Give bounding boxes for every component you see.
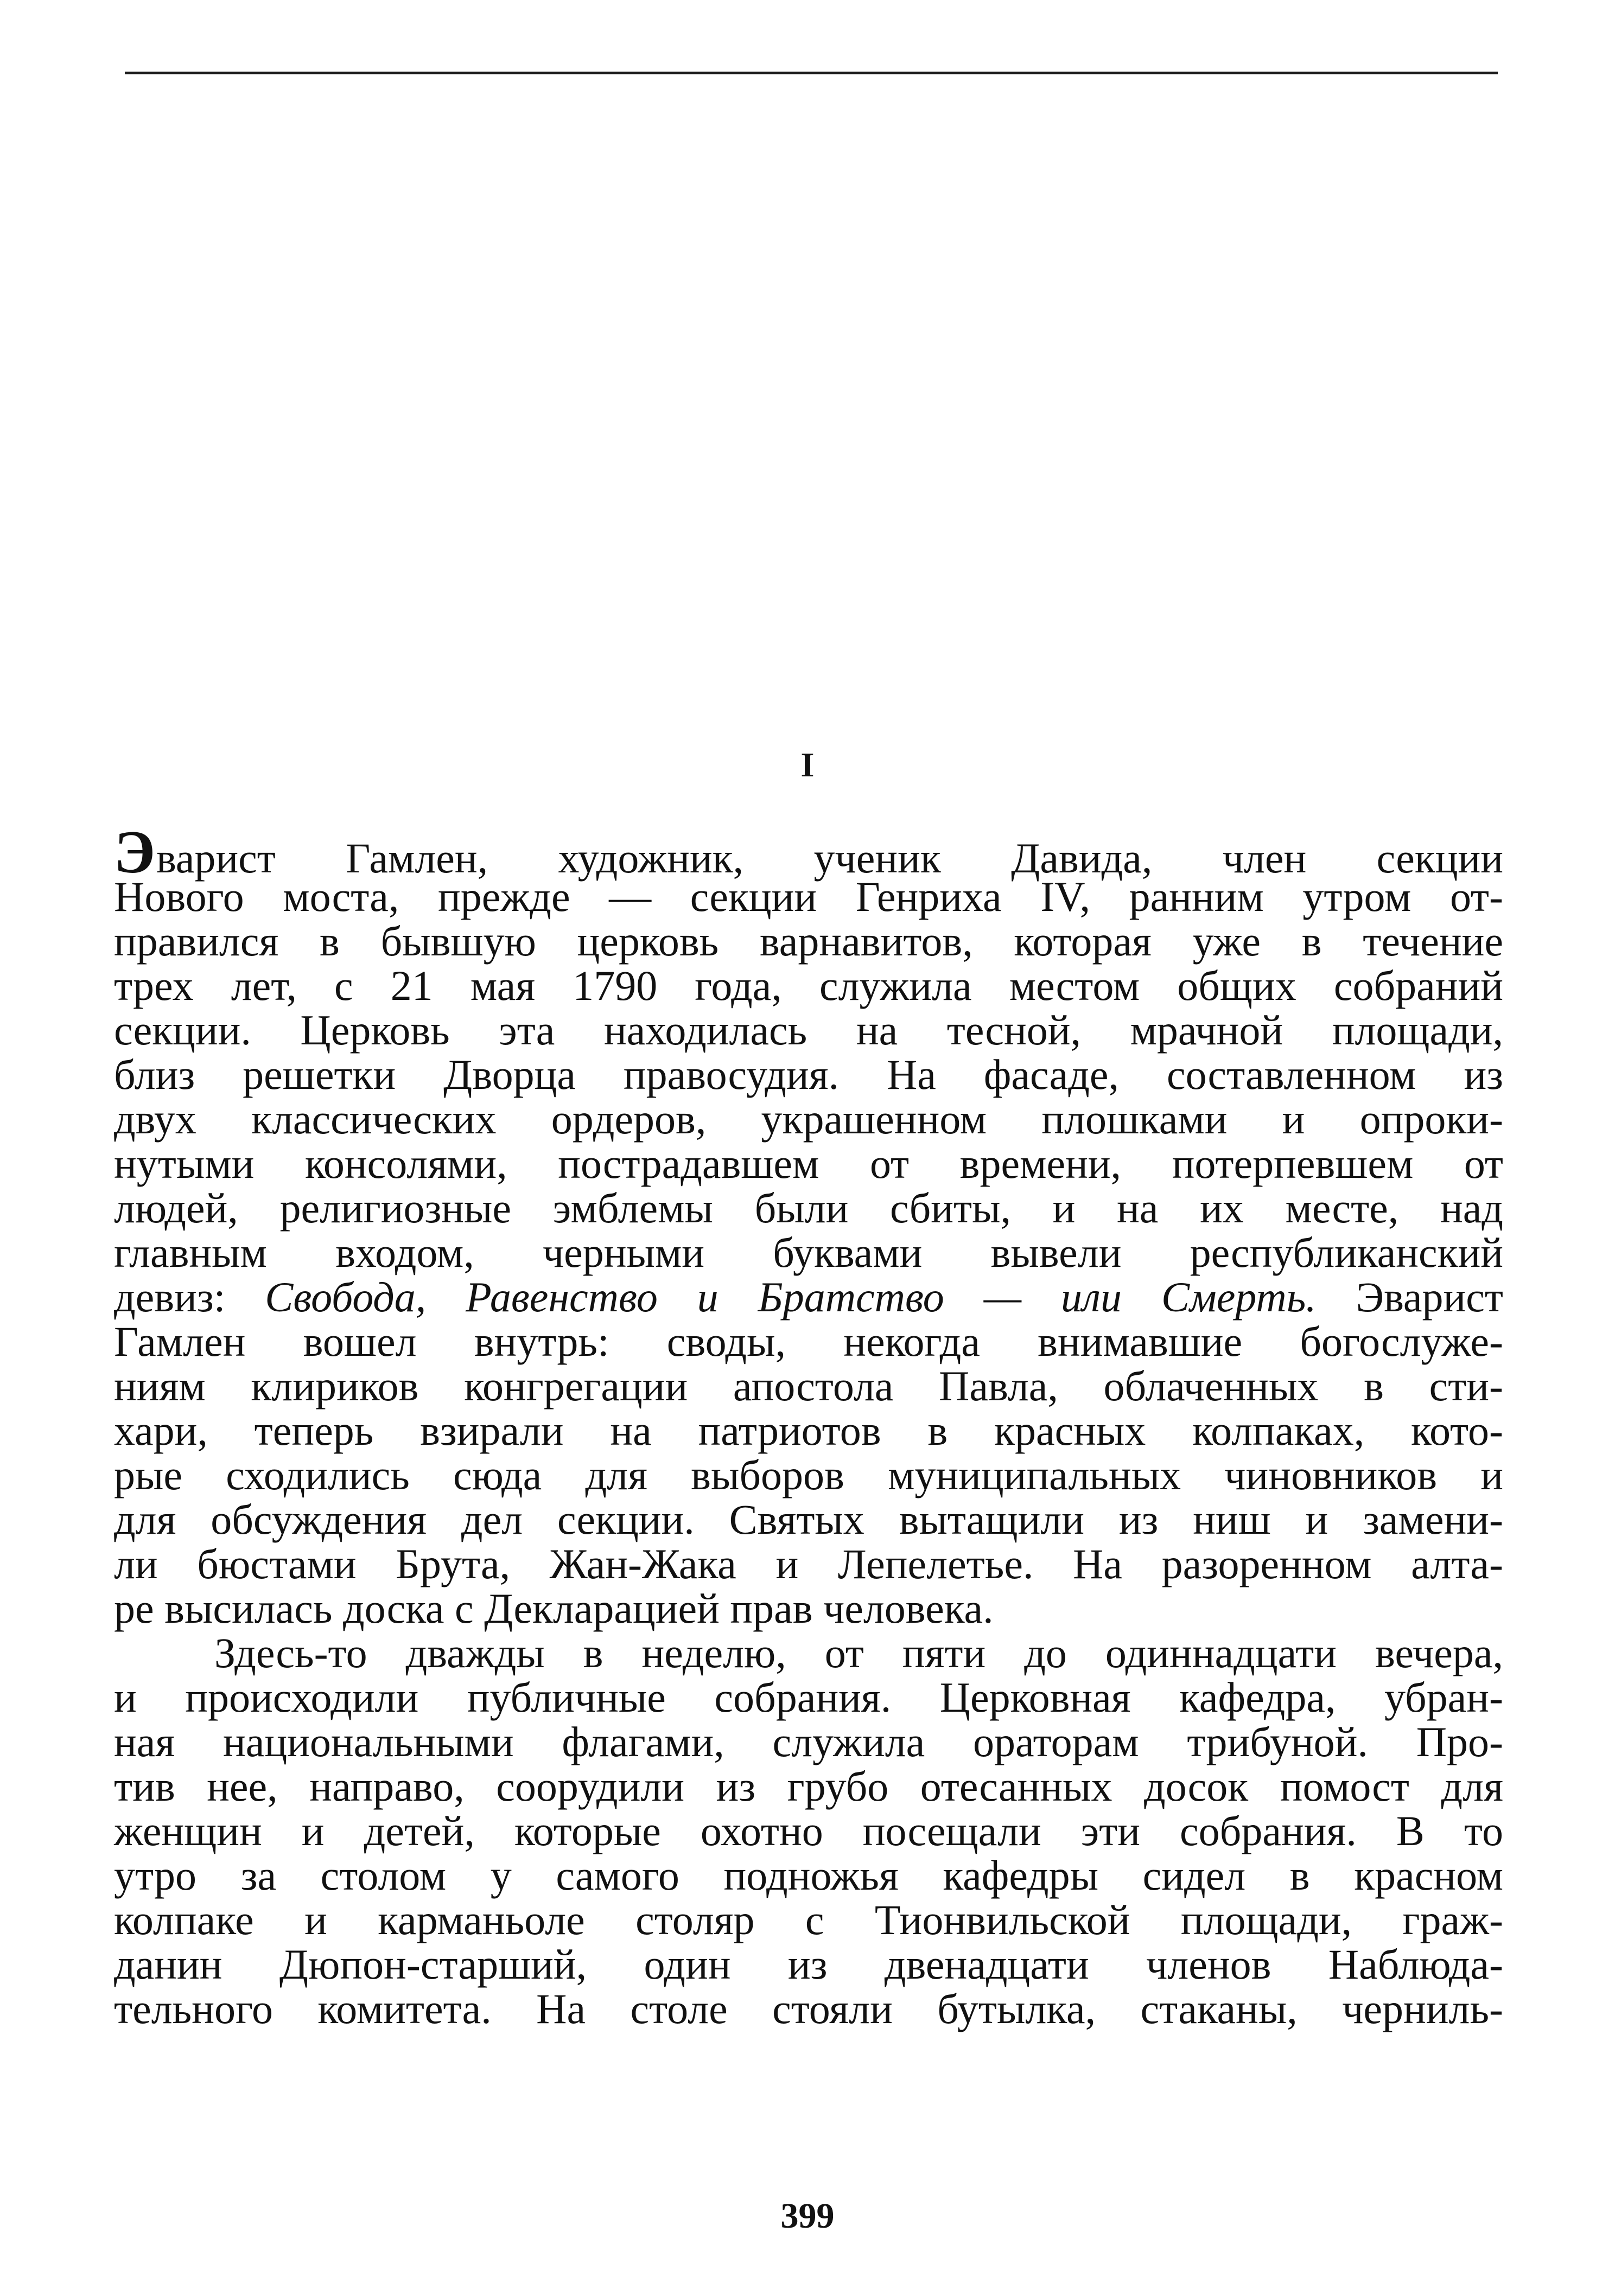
text-line: трех лет, с 21 мая 1790 года, служила местом общих собраний — [114, 962, 1503, 1009]
motto-line: девиз: Свобода, Равенство и Братство — или Смерть. Эварист — [114, 1273, 1503, 1321]
text-line: нутыми консолями, пострадавшем от времени, потерпевшем от — [114, 1140, 1503, 1187]
text-line: для обсуждения дел секции. Святых вытащили из ниш и замени- — [114, 1496, 1503, 1543]
text-line: секции. Церковь эта находилась на тесной, мрачной площади, — [114, 1006, 1503, 1054]
page-number: 399 — [780, 2196, 835, 2236]
text-line: Здесь-то дважды в неделю, от пяти до одиннадцати вечера, — [214, 1629, 1503, 1676]
text-line: тельного комитета. На столе стояли бутылка, стаканы, черниль- — [114, 1985, 1503, 2032]
text-line: правился в бывшую церковь варнавитов, которая уже в течение — [114, 917, 1503, 965]
text-line: утро за столом у самого подножья кафедры сидел в красном — [114, 1852, 1503, 1899]
text-line: тив нее, направо, соорудили из грубо отесанных досок помост для — [114, 1763, 1503, 1810]
text-line: рые сходились сюда для выборов муниципальных чиновников и — [114, 1451, 1503, 1498]
text-line: Эварист Гамлен, художник, ученик Давида, член секции — [114, 819, 1503, 886]
text-line: Гамлен вошел внутрь: своды, некогда внимавшие богослуже- — [114, 1318, 1503, 1365]
text-line: ная национальными флагами, служила ораторам трибуной. Про- — [114, 1718, 1503, 1765]
text-line: ли бюстами Брута, Жан-Жака и Лепелетье. На разоренном алта- — [114, 1540, 1503, 1587]
text-line: двух классических ордеров, украшенном плошками и опроки- — [114, 1095, 1503, 1143]
top-rule — [125, 72, 1498, 74]
revolutionary-motto: Свобода, Равенство и Братство — или Смерть. — [265, 1273, 1317, 1321]
chapter-number: I — [800, 745, 815, 784]
text-line: главным входом, черными буквами вывели республиканский — [114, 1229, 1503, 1276]
text-line: и происходили публичные собрания. Церковная кафедра, убран- — [114, 1674, 1503, 1721]
text-line: колпаке и карманьоле столяр с Тионвильской площади, граж- — [114, 1896, 1503, 1943]
drop-cap: Э — [114, 819, 156, 886]
text-line: Нового моста, прежде — секции Генриха IV, ранним утром от- — [114, 873, 1503, 920]
text-line: женщин и детей, которые охотно посещали эти собрания. В то — [114, 1807, 1503, 1854]
text-line: ниям клириков конгрегации апостола Павла, облаченных в сти- — [114, 1362, 1503, 1410]
text-line: хари, теперь взирали на патриотов в красных колпаках, кото- — [114, 1407, 1503, 1454]
text-line: данин Дюпон-старший, один из двенадцати членов Наблюда- — [114, 1941, 1503, 1988]
text-line: близ решетки Дворца правосудия. На фасаде, составленном из — [114, 1051, 1503, 1098]
text-line: ре высилась доска с Декларацией прав человека. — [114, 1585, 994, 1632]
body-text — [114, 819, 1503, 2032]
text-line: людей, религиозные эмблемы были сбиты, и на их месте, над — [114, 1184, 1503, 1232]
